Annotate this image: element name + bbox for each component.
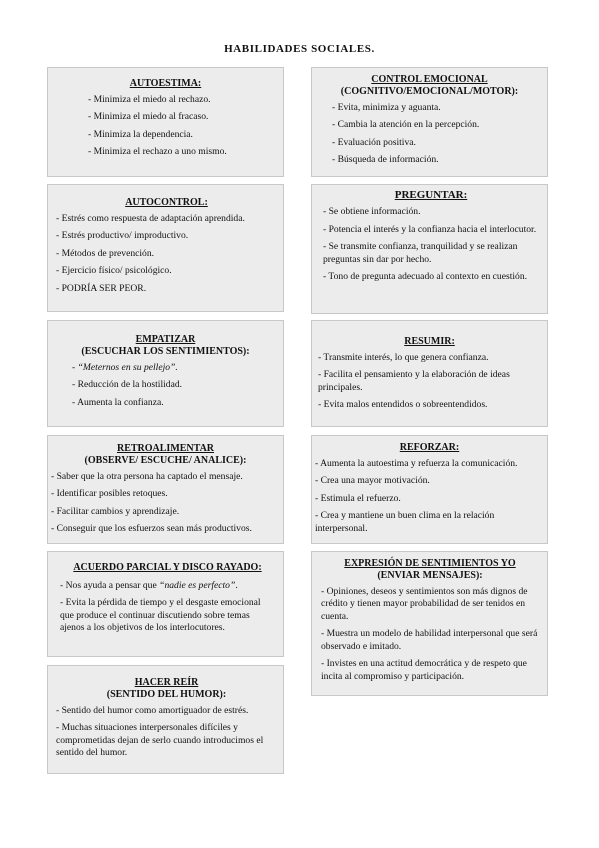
empatizar-item: - Reducción de la hostilidad. [72,379,183,391]
control-emocional-item: - Evita, minimiza y aguanta. [332,102,441,113]
control-emocional-title: CONTROL EMOCIONAL (COGNITIVO/EMOCIONAL/MOTOR): [340,74,519,97]
expresion-item: - Muestra un modelo de habilidad interpersonal que será observado e imitado. [321,628,538,652]
autoestima-box [47,67,284,177]
retroalimentar-title: RETROALIMENTAR (OBSERVE/ ESCUCHE/ ANALICE): [84,443,247,466]
control-emocional-item: - Búsqueda de información. [332,154,439,166]
control-emocional-item: - Cambia la atención en la percepción. [332,119,480,131]
retroalimentar-box [47,435,284,544]
expresion-title: EXPRESIÓN DE SENTIMIENTOS YO (ENVIAR MENSAJES): [344,558,516,581]
resumir-title: RESUMIR: [404,336,455,347]
acuerdo-title: ACUERDO PARCIAL Y DISCO RAYADO: [73,562,262,573]
page-title: HABILIDADES SOCIALES. [224,43,375,55]
humor-item: - Sentido del humor como amortiguador de estrés. [56,705,249,716]
humor-box [47,665,284,774]
autocontrol-item: - Métodos de prevención. [56,247,155,259]
resumir-box [311,320,548,427]
retroalimentar-item: - Saber que la otra persona ha captado el mensaje. [51,471,243,482]
preguntar-item: - Se transmite confianza, tranquilidad y se realizan preguntas sin dar por hecho. [323,241,518,265]
empatizar-item: - Aumenta la confianza. [72,396,164,408]
control-emocional-item: - Evaluación positiva. [332,136,416,148]
acuerdo-box [47,551,284,657]
reforzar-item: - Aumenta la autoestima y refuerza la comunicación. [315,458,518,469]
reforzar-item: - Crea una mayor motivación. [315,475,430,487]
retroalimentar-item: - Facilitar cambios y aprendizaje. [51,505,180,517]
autocontrol-box [47,184,284,312]
expresion-item: - Invistes en una actitud democrática y de respeto que incita al compromiso y participación. [321,658,527,682]
preguntar-item: - Tono de pregunta adecuado al contexto en cuestión. [323,271,528,283]
autocontrol-item: - PODRÍA SER PEOR. [56,282,147,294]
autoestima-item: - Minimiza el miedo al fracaso. [88,111,209,123]
humor-title: HACER REÍR (SENTIDO DEL HUMOR): [106,677,227,700]
empatizar-title: EMPATIZAR (ESCUCHAR LOS SENTIMIENTOS): [81,334,250,357]
autoestima-item: - Minimiza el rechazo a uno mismo. [88,146,227,158]
reforzar-item: - Crea y mantiene un buen clima en la relación interpersonal. [315,510,495,534]
resumir-item: - Transmite interés, lo que genera confianza. [318,352,489,363]
acuerdo-item: - Evita la pérdida de tiempo y el desgaste emocional que produce el continuar discutiendo sobre temas ajenos a los objetivos de los interlocutores. [60,597,261,634]
autocontrol-item: - Estrés como respuesta de adaptación aprendida. [56,213,245,224]
resumir-item: - Facilita el pensamiento y la elaboración de ideas principales. [318,369,510,393]
retroalimentar-item: - Conseguir que los esfuerzos sean más productivos. [51,523,252,535]
reforzar-box [311,435,548,544]
autoestima-item: - Minimiza el miedo al rechazo. [88,94,211,105]
autoestima-title: AUTOESTIMA: [129,78,202,89]
autocontrol-item: - Ejercicio físico/ psicológico. [56,265,172,277]
autoestima-item: - Minimiza la dependencia. [88,128,193,140]
control-emocional-box [311,67,548,177]
empatizar-item: - “Meternos en su pellejo”. [72,362,178,373]
preguntar-item: - Potencia el interés y la confianza hacia el interlocutor. [323,223,537,235]
preguntar-title: PREGUNTAR: [394,189,468,201]
resumir-item: - Evita malos entendidos o sobreentendidos. [318,399,488,411]
expresion-box [311,551,548,696]
preguntar-item: - Se obtiene información. [323,206,421,218]
reforzar-title: REFORZAR: [399,442,460,453]
empatizar-box [47,320,284,427]
reforzar-item: - Estimula el refuerzo. [315,492,401,504]
humor-item: - Muchas situaciones interpersonales difíciles y comprometidas dejan de serlo cuando introducimos el sentido del humor. [56,722,264,759]
preguntar-box [311,184,548,314]
autocontrol-title: AUTOCONTROL: [125,197,208,208]
expresion-item: - Opiniones, deseos y sentimientos son más dignos de crédito y tienen mayor probabilidad de ser tenidos en cuenta. [321,586,528,622]
autocontrol-item: - Estrés productivo/ improductivo. [56,230,189,242]
acuerdo-item: - Nos ayuda a pensar que “nadie es perfecto”. [60,580,238,591]
retroalimentar-item: - Identificar posibles retoques. [51,488,168,500]
